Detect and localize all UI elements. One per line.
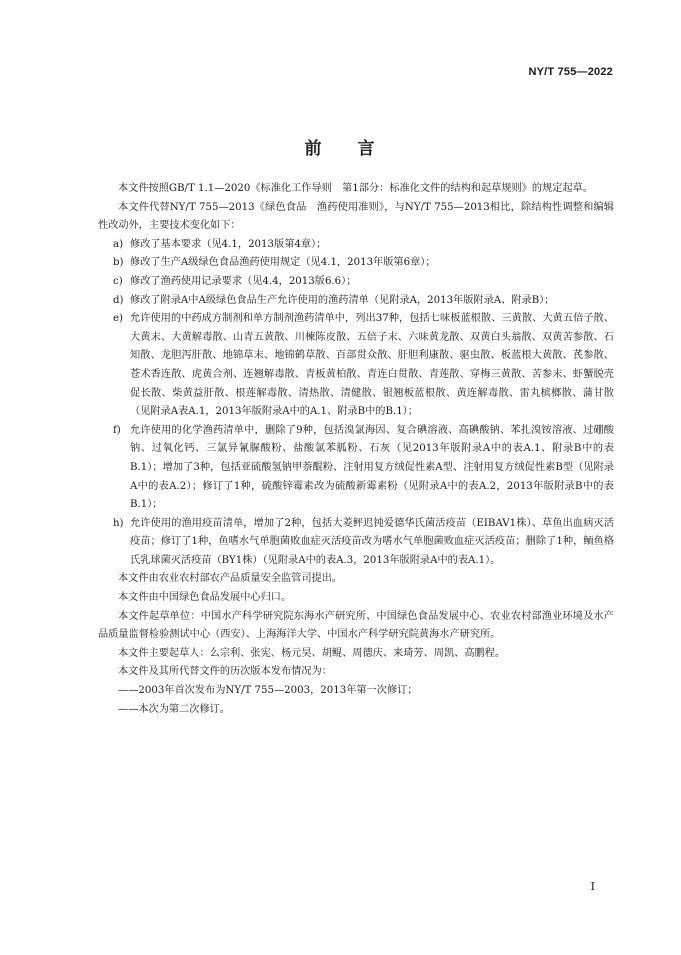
- list-item-text: 修改了渔药使用记录要求（见4.4，2013版6.6）；: [130, 275, 357, 287]
- document-body: [98, 180, 614, 719]
- list-item-text: 允许使用的渔用疫苗清单，增加了2种，包括大菱鲆迟钝爱德华氏菌活疫苗（EIBAV1株）、草鱼出血病灭活疫苗；修订了1种，鱼嗜水气单胞菌败血症灭活疫苗改为嗜水气单胞菌败血症灭活疫苗；删除了1种，鲕鱼格氏乳球菌灭活疫苗（BY1株）（见附录A中的表A.3，2013年版附录A中的表A.1）。: [130, 517, 614, 566]
- proposer-paragraph: 本文件由农业农村部农产品质量安全监管司提出。: [118, 573, 343, 585]
- title-char-1: 前: [304, 139, 324, 159]
- page-number: I: [590, 880, 595, 893]
- list-item: [98, 310, 614, 422]
- history-intro-paragraph: 本文件及其所代替文件的历次版本发布情况为：: [118, 666, 332, 678]
- list-marker: f): [113, 424, 121, 436]
- list-item-text: 修改了基本要求（见4.1，2013版第4章）；: [130, 238, 327, 250]
- intro-paragraph-2: 本文件代替NY/T 755—2013《绿色食品 渔药使用准则》，与NY/T 755—2013相比，除结构性调整和编辑性改动外，主要技术变化如下：: [98, 201, 614, 232]
- page-title: [0, 134, 681, 159]
- history-item-1: ——2003年首次发布为NY/T 755—2003，2013年第一次修订；: [118, 685, 418, 697]
- list-marker: d): [113, 294, 124, 306]
- list-item-text: 允许使用的中药成方制剂和单方制剂渔药清单中，列出37种，包括七味板蓝根散、三黄散、大黄五倍子散、大黄末、大黄解毒散、山青五黄散、川楝陈皮散、五倍子末、六味黄龙散、双黄白头翁散、双黄苦参散、石知散、龙胆泻肝散、地锦草末、地锦鹤草散、百部贯众散、肝胆利康散、驱虫散、板蓝根大黄散、芪参散、苍术香连散、虎黄合剂、连翘解毒散、青板黄柏散、青连白贯散、青莲散、穿梅三黄散、苦参末、虾蟹脱壳促长散、柴黄益肝散、根莲解毒散、清热散、清健散、银翘板蓝根散、黄连解毒散、雷丸槟榔散、蒲甘散（见附录A表A.1，2013年版附录A中的A.1、附录B中的B.1）；: [130, 313, 614, 418]
- list-item: [98, 236, 614, 255]
- list-item: [98, 273, 614, 292]
- list-marker: a): [113, 238, 124, 250]
- drafting-units-paragraph: 本文件起草单位：中国水产科学研究院东海水产研究所、中国绿色食品发展中心、农业农村部渔业环境及水产品质量监督检验测试中心（西安）、上海海洋大学、中国水产科学研究院黄海水产研究所。: [98, 610, 614, 641]
- list-item-text: 修改了生产A级绿色食品渔药使用规定（见4.1，2013年版第6章）；: [130, 257, 436, 269]
- drafters-paragraph: 本文件主要起草人：么宗利、张宪、杨元昊、胡鲲、周德庆、来琦芳、周凯、高鹏程。: [118, 647, 506, 659]
- list-marker: c): [113, 275, 123, 287]
- intro-paragraph-1: 本文件按照GB/T 1.1—2020《标准化工作导则 第1部分：标准化文件的结构和起草规则》的规定起草。: [118, 183, 594, 194]
- list-marker: e): [113, 313, 124, 325]
- centralized-unit-paragraph: 本文件由中国绿色食品发展中心归口。: [118, 592, 292, 604]
- list-item-text: 允许使用的化学渔药清单中，删除了9种，包括溴氯海因、复合碘溶液、高碘酸钠、苯扎溴铵溶液、过硼酸钠、过氧化钙、三氯异氰脲酸粉、盐酸氯苯胍粉、石灰（见2013年版附录A中的表A.1、附录B中的表B.1）；增加了3种，包括亚硫酸氢钠甲萘醌粉、注射用复方绒促性素A型、注射用复方绒促性素B型（见附录A中的表A.2）；修订了1种，硫酸锌霉素改为硫酸新霉素粉（见附录A中的表A.2，2013年版附录B中的表B.1）；: [130, 424, 614, 511]
- list-item-text: 修改了附录A中A级绿色食品生产允许使用的渔药清单（见附录A，2013年版附录A、附录B）；: [130, 294, 555, 306]
- history-item-2: ——本次为第二次修订。: [118, 703, 231, 715]
- standard-code: NY/T 755—2022: [528, 66, 613, 78]
- list-item: [98, 422, 614, 515]
- list-marker: h): [113, 517, 124, 529]
- changes-list: [98, 236, 614, 571]
- list-item: [98, 515, 614, 571]
- title-char-2: 言: [357, 139, 377, 159]
- list-item: [98, 254, 614, 273]
- list-marker: b): [113, 257, 124, 269]
- list-item: [98, 292, 614, 311]
